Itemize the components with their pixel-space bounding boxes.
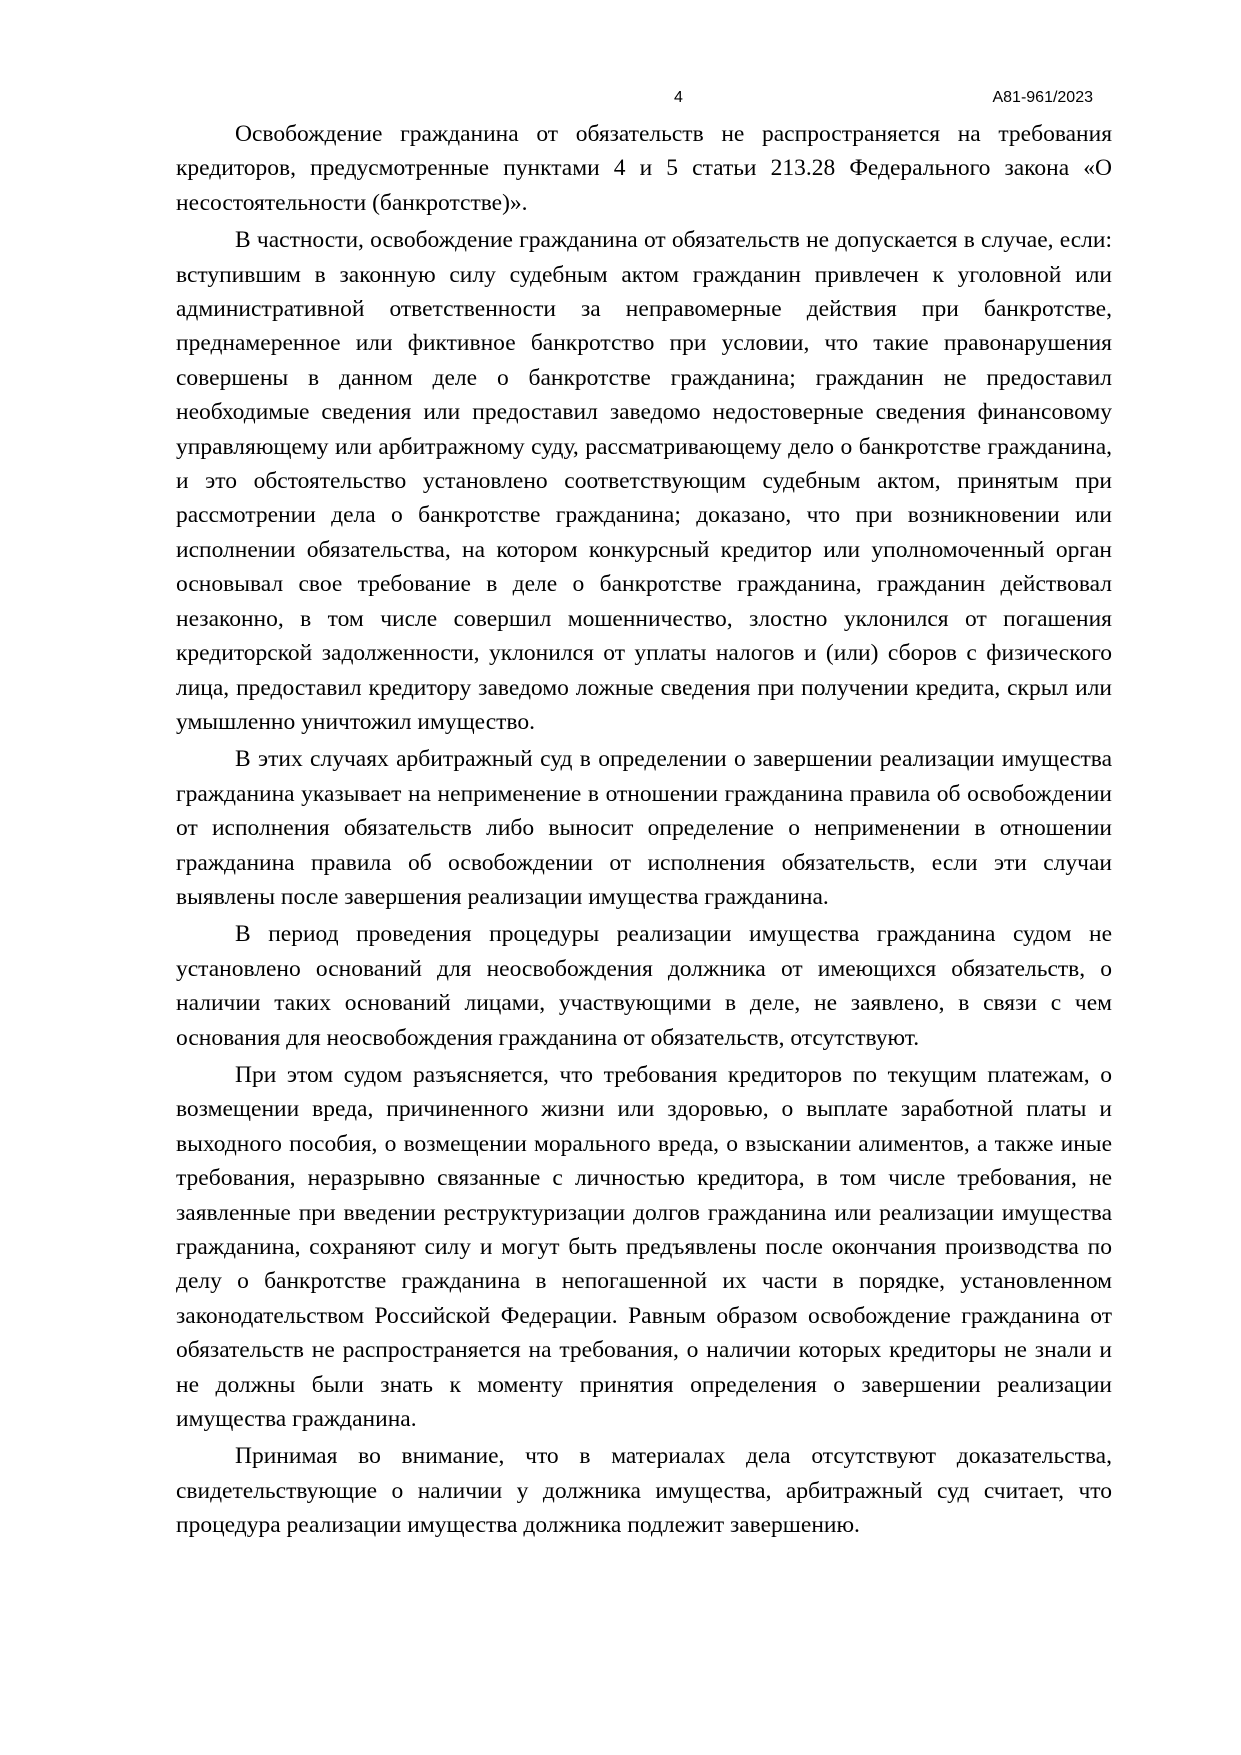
case-number: А81-961/2023 xyxy=(992,89,1093,106)
paragraph-release-exceptions: В частности, освобождение гражданина от обязательств не допускается в случае, если: вступившим в законную силу судебным актом гражданин привлечен к уголовной или административной ответственности за неправомерные действия при банкротстве, преднамеренное или фиктивное банкротство при условии, что такие правонарушения совершены в данном деле о банкротстве гражданина; гражданин не предоставил необходимые сведения или предоставил заведомо недостоверные сведения финансовому управляющему или арбитражному суду, рассматривающему дело о банкротстве гражданина, и это обстоятельство установлено соответствующим судебным актом, принятым при рассмотрении дела о банкротстве гражданина; доказано, что при возникновении или исполнении обязательства, на котором конкурсный кредитор или уполномоченный орган основывал свое требование в деле о банкротстве гражданина, гражданин действовал незаконно, в том числе совершил мошенничество, злостно уклонился от погашения кредиторской задолженности, уклонился от уплаты налогов и (или) сборов с физического лица, предоставил кредитору заведомо ложные сведения при получении кредита, скрыл или умышленно уничтожил имущество. xyxy=(176,227,1112,735)
paragraph-release-scope: Освобождение гражданина от обязательств не распространяется на требования кредиторов, предусмотренные пунктами 4 и 5 статьи 213.28 Федерального закона «О несостоятельности (банкротстве)». xyxy=(176,121,1112,216)
paragraph-creditor-claims: При этом судом разъясняется, что требования кредиторов по текущим платежам, о возмещении вреда, причиненного жизни или здоровью, о выплате заработной платы и выходного пособия, о возмещении морального вреда, о взыскании алиментов, а также иные требования, неразрывно связанные с личностью кредитора, в том числе требования, не заявленные при введении реструктуризации долгов гражданина или реализации имущества гражданина, сохраняют силу и могут быть предъявлены после окончания производства по делу о банкротстве гражданина в непогашенной их части в порядке, установленном законодательством Российской Федерации. Равным образом освобождение гражданина от обязательств не распространяется на требования, о наличии которых кредиторы не знали и не должны были знать к моменту принятия определения о завершении реализации имущества гражданина. xyxy=(176,1061,1112,1433)
paragraph-conclusion: Принимая во внимание, что в материалах дела отсутствуют доказательства, свидетельствующие о наличии у должника имущества, арбитражный суд считает, что процедура реализации имущества должника подлежит завершению. xyxy=(176,1443,1112,1539)
document-body xyxy=(176,117,1112,1546)
paragraph-no-grounds: В период проведения процедуры реализации имущества гражданина судом не установлено оснований для неосвобождения должника от имеющихся обязательств, о наличии таких оснований лицами, участвующими в деле, не заявлено, в связи с чем основания для неосвобождения гражданина от обязательств, отсутствуют. xyxy=(176,921,1112,1051)
page-number: 4 xyxy=(674,89,683,106)
paragraph-court-determination: В этих случаях арбитражный суд в определении о завершении реализации имущества гражданина указывает на неприменение в отношении гражданина правила об освобождении от исполнения обязательств либо выносит определение о неприменении в отношении гражданина правила об освобождении от исполнения обязательств, если эти случаи выявлены после завершения реализации имущества гражданина. xyxy=(176,746,1112,910)
